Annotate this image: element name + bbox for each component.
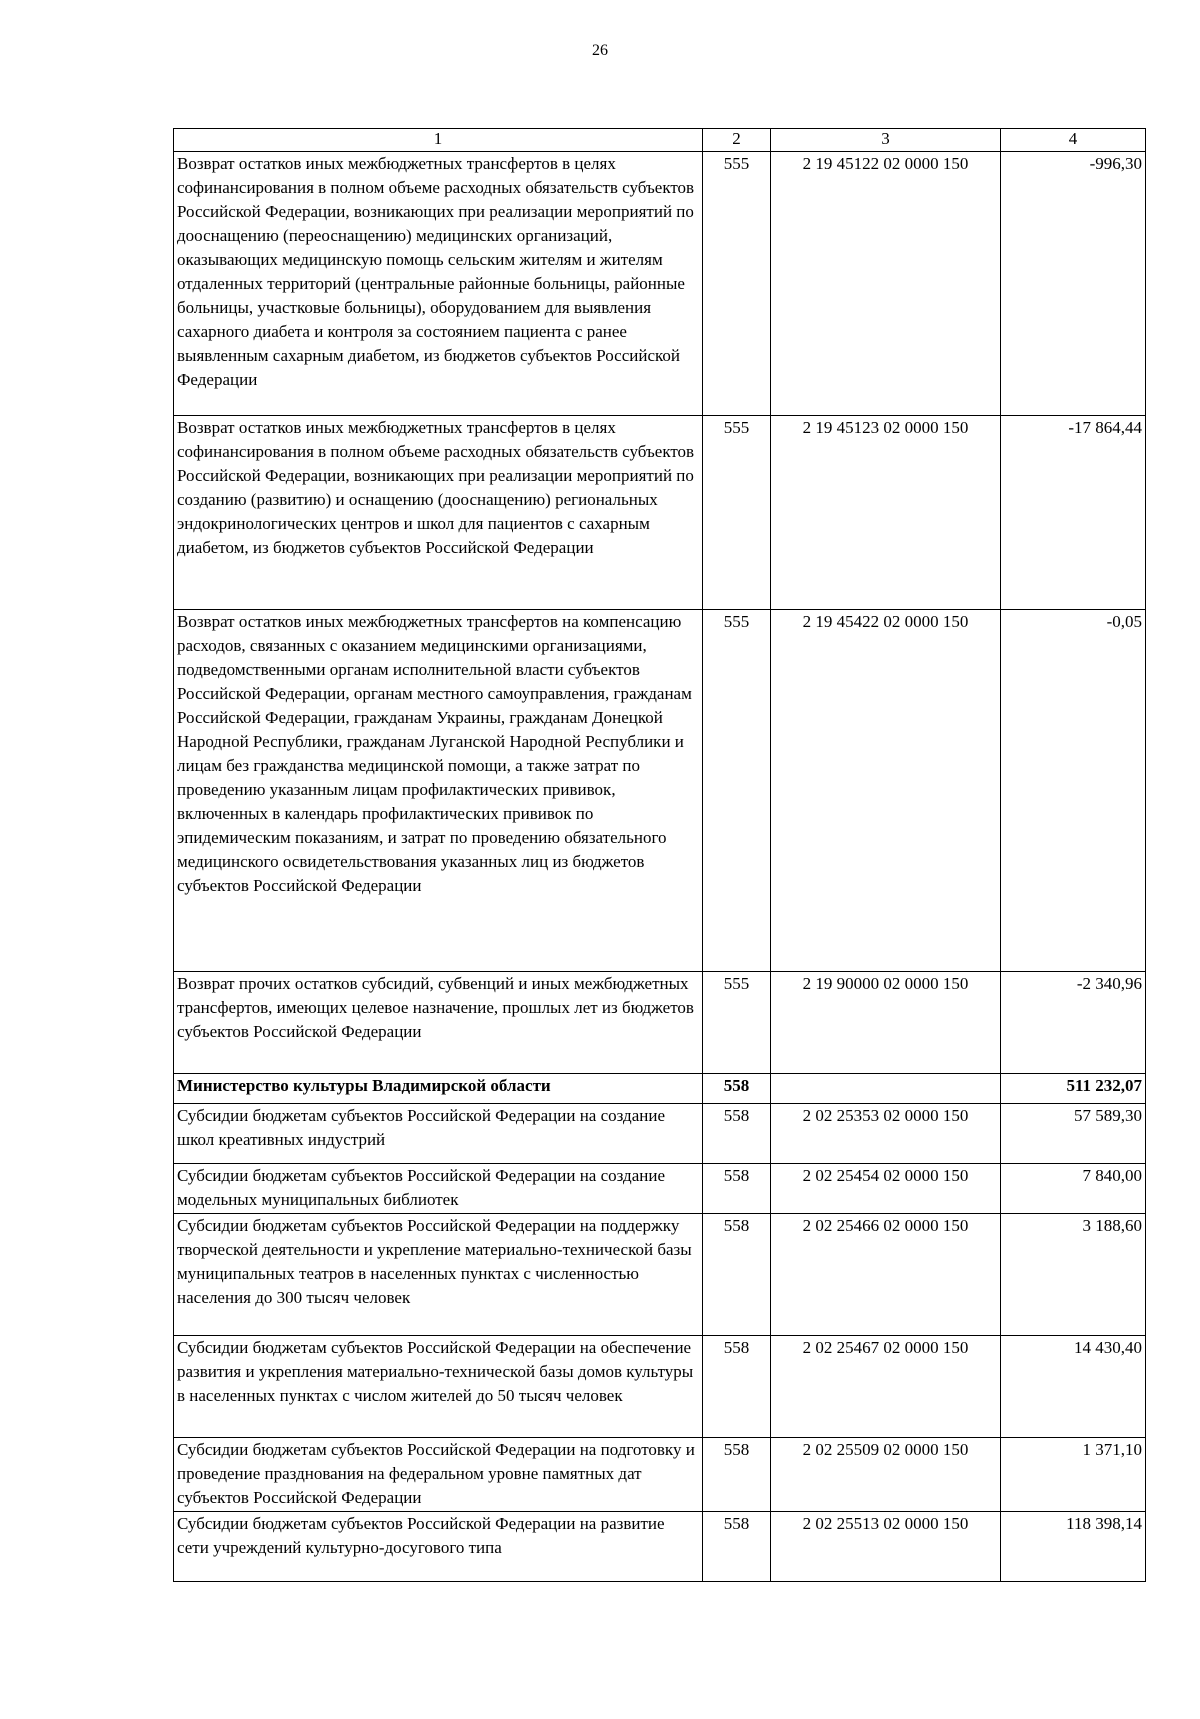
column-header-1: 1: [174, 129, 703, 152]
row-budget-code: 2 02 25467 02 0000 150: [771, 1336, 1001, 1438]
table-row: [174, 1104, 1146, 1164]
row-budget-code: 2 02 25353 02 0000 150: [771, 1104, 1001, 1164]
row-amount: -2 340,96: [1001, 972, 1146, 1074]
row-admin-code: 558: [703, 1336, 771, 1438]
row-admin-code: 555: [703, 610, 771, 972]
table-row: [174, 972, 1146, 1074]
row-amount: 118 398,14: [1001, 1512, 1146, 1582]
row-admin-code: 558: [703, 1214, 771, 1336]
row-amount: 1 371,10: [1001, 1438, 1146, 1512]
page-number: 26: [592, 42, 608, 59]
row-name: Возврат остатков иных межбюджетных трансфертов в целях софинансирования в полном объеме расходных обязательств субъектов Российской Федерации, возникающих при реализации мероприятий по созданию (развитию) и оснащению (дооснащению) региональных эндокринологических центров и школ для пациентов с сахарным диабетом, из бюджетов субъектов Российской Федерации: [174, 416, 703, 610]
row-name: Субсидии бюджетам субъектов Российской Федерации на подготовку и проведение празднования на федеральном уровне памятных дат субъектов Российской Федерации: [174, 1438, 703, 1512]
row-admin-code: 558: [703, 1512, 771, 1582]
row-budget-code: [771, 1074, 1001, 1104]
table-row: [174, 416, 1146, 610]
row-name: Возврат остатков иных межбюджетных трансфертов в целях софинансирования в полном объеме расходных обязательств субъектов Российской Федерации, возникающих при реализации мероприятий по дооснащению (переоснащению) медицинских организаций, оказывающих медицинскую помощь сельским жителям и жителям отдаленных территорий (центральные районные больницы, районные больницы, участковые больницы), оборудованием для выявления сахарного диабета и контроля за состоянием пациента с ранее выявленным сахарным диабетом, из бюджетов субъектов Российской Федерации: [174, 152, 703, 416]
row-name: Субсидии бюджетам субъектов Российской Федерации на создание школ креативных индустрий: [174, 1104, 703, 1164]
row-amount: -0,05: [1001, 610, 1146, 972]
row-amount: 14 430,40: [1001, 1336, 1146, 1438]
table-row: [174, 1164, 1146, 1214]
row-amount: -996,30: [1001, 152, 1146, 416]
table-row: [174, 1336, 1146, 1438]
row-budget-code: 2 02 25466 02 0000 150: [771, 1214, 1001, 1336]
column-header-3: 3: [771, 129, 1001, 152]
row-admin-code: 555: [703, 416, 771, 610]
table-row: [174, 610, 1146, 972]
table-row: [174, 1512, 1146, 1582]
row-name: Возврат прочих остатков субсидий, субвенций и иных межбюджетных трансфертов, имеющих целевое назначение, прошлых лет из бюджетов субъектов Российской Федерации: [174, 972, 703, 1074]
row-admin-code: 558: [703, 1104, 771, 1164]
row-budget-code: 2 19 45122 02 0000 150: [771, 152, 1001, 416]
row-name: Возврат остатков иных межбюджетных трансфертов на компенсацию расходов, связанных с оказанием медицинскими организациями, подведомственными органам исполнительной власти субъектов Российской Федерации, органам местного самоуправления, гражданам Российской Федерации, гражданам Украины, гражданам Донецкой Народной Республики, гражданам Луганской Народной Республики и лицам без гражданства медицинской помощи, а также затрат по проведению указанным лицам профилактических прививок, включенных в календарь профилактических прививок по эпидемическим показаниям, и затрат по проведению обязательного медицинского освидетельствования указанных лиц из бюджетов субъектов Российской Федерации: [174, 610, 703, 972]
row-budget-code: 2 19 45422 02 0000 150: [771, 610, 1001, 972]
budget-table: [173, 128, 1146, 1582]
table-row: [174, 1214, 1146, 1336]
row-budget-code: 2 02 25454 02 0000 150: [771, 1164, 1001, 1214]
table-row: [174, 1438, 1146, 1512]
row-admin-code: 558: [703, 1438, 771, 1512]
table-row-ministry: [174, 1074, 1146, 1104]
row-budget-code: 2 02 25509 02 0000 150: [771, 1438, 1001, 1512]
row-name: Субсидии бюджетам субъектов Российской Федерации на создание модельных муниципальных библиотек: [174, 1164, 703, 1214]
table-header-row: [174, 129, 1146, 152]
row-name: Министерство культуры Владимирской области: [174, 1074, 703, 1104]
row-amount: 57 589,30: [1001, 1104, 1146, 1164]
table-row: [174, 152, 1146, 416]
row-name: Субсидии бюджетам субъектов Российской Федерации на развитие сети учреждений культурно-досугового типа: [174, 1512, 703, 1582]
row-admin-code: 558: [703, 1164, 771, 1214]
column-header-2: 2: [703, 129, 771, 152]
row-budget-code: 2 02 25513 02 0000 150: [771, 1512, 1001, 1582]
row-admin-code: 558: [703, 1074, 771, 1104]
row-amount: 7 840,00: [1001, 1164, 1146, 1214]
row-amount: 3 188,60: [1001, 1214, 1146, 1336]
row-budget-code: 2 19 45123 02 0000 150: [771, 416, 1001, 610]
row-amount: 511 232,07: [1001, 1074, 1146, 1104]
row-amount: -17 864,44: [1001, 416, 1146, 610]
row-budget-code: 2 19 90000 02 0000 150: [771, 972, 1001, 1074]
row-admin-code: 555: [703, 972, 771, 1074]
row-name: Субсидии бюджетам субъектов Российской Федерации на обеспечение развития и укрепления материально-технической базы домов культуры в населенных пунктах с числом жителей до 50 тысяч человек: [174, 1336, 703, 1438]
row-name: Субсидии бюджетам субъектов Российской Федерации на поддержку творческой деятельности и укрепление материально-технической базы муниципальных театров в населенных пунктах с численностью населения до 300 тысяч человек: [174, 1214, 703, 1336]
column-header-4: 4: [1001, 129, 1146, 152]
row-admin-code: 555: [703, 152, 771, 416]
